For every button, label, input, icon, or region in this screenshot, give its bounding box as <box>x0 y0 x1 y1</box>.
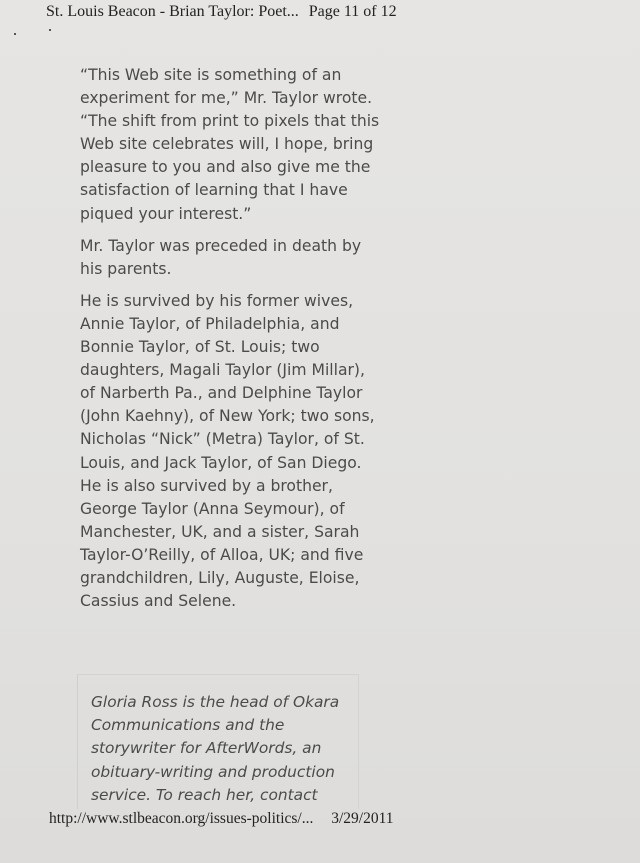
scan-speck <box>14 33 16 35</box>
author-bio-text: Gloria Ross is the head of Okara Communications and the storywriter for AfterWords, an obituary-writing and production service. To reach her, contact <box>91 693 340 804</box>
header-title: St. Louis Beacon - Brian Taylor: Poet... <box>46 3 299 20</box>
footer-url: http://www.stlbeacon.org/issues-politics/... <box>49 810 314 827</box>
page-indicator: Page 11 of 12 <box>308 3 397 20</box>
scan-speck <box>49 29 51 31</box>
article-paragraph-quote: “This Web site is something of an experiment for me,” Mr. Taylor wrote. “The shift from print to pixels that this Web site celebrates will, I hope, bring pleasure to you and also give me the satisfaction of learning that I have piqued your interest.” <box>80 66 380 223</box>
article-paragraph-survivors: He is survived by his former wives, Annie Taylor, of Philadelphia, and Bonnie Taylor, of St. Louis; two daughters, Magali Taylor (Jim Millar), of Narberth Pa., and Delphine Taylor (John Kaehny), of New York; two sons, Nicholas “Nick” (Metra) Taylor, of St. Louis, and Jack Taylor, of San Diego. He is also survived by a brother, George Taylor (Anna Seymour), of Manchester, UK, and a sister, Sarah Taylor-O’Reilly, of Alloa, UK; and five grandchildren, Lily, Auguste, Eloise, Cassius and Selene. <box>80 291 375 611</box>
footer-date: 3/29/2011 <box>331 810 394 827</box>
article-body <box>80 64 380 622</box>
print-header <box>46 3 397 21</box>
article-paragraph-preceded: Mr. Taylor was preceded in death by his parents. <box>80 236 362 278</box>
author-bio-box <box>77 674 359 809</box>
print-footer <box>49 810 394 828</box>
